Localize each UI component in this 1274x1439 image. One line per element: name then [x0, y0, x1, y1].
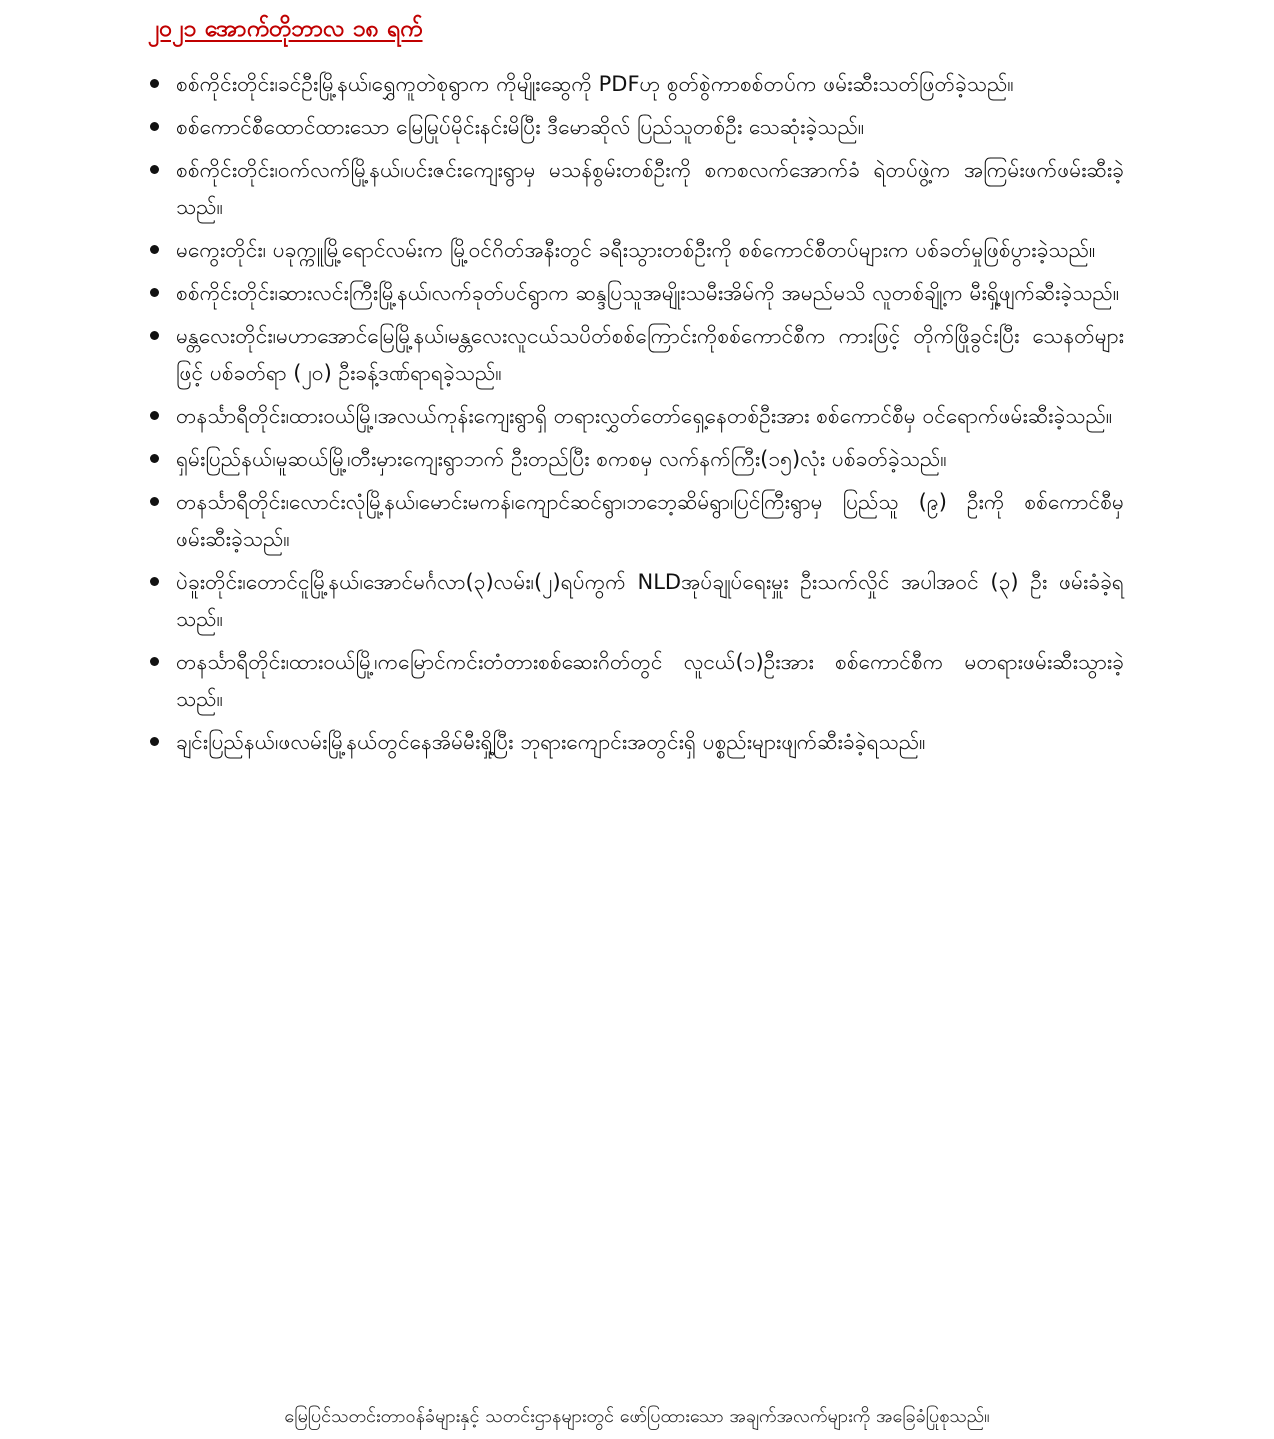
bullet-icon [150, 411, 159, 420]
bullet-icon [150, 497, 159, 506]
incident-list [148, 66, 1124, 767]
list-item [148, 644, 1124, 718]
bullet-icon [150, 577, 159, 586]
list-item-text: မန္တလေးတိုင်း၊မဟာအောင်မြေမြို့နယ်၊မန္တလေးလူငယ်သပိတ်စစ်ကြောင်းကိုစစ်ကောင်စီက ကားဖြင့် တိုက်ဖြိုခွင်းပြီး သေနတ်များဖြင့် ပစ်ခတ်ရာ (၂၀) ဦးခန့်ဒဏ်ရာရခဲ့သည်။ [176, 324, 1124, 385]
source-footer: မြေပြင်သတင်းတာဝန်ခံများနှင့် သတင်းဌာနများတွင် ဖော်ပြထားသော အချက်အလက်များကို အခြေခံပြုစုသည်။ [284, 1406, 990, 1427]
list-item [148, 398, 1124, 435]
list-item [148, 724, 1124, 761]
list-item [148, 109, 1124, 146]
list-item-text: တနင်္သာရီတိုင်း၊ထားဝယ်မြို့၊အလယ်ကုန်းကျေးရွာရှိ တရားလွှတ်တော်ရှေ့နေတစ်ဦးအား စစ်ကောင်စီမှ ဝင်ရောက်ဖမ်းဆီးခဲ့သည်။ [176, 404, 1113, 428]
list-item [148, 441, 1124, 478]
list-item [148, 564, 1124, 638]
bullet-icon [150, 122, 159, 131]
bullet-icon [150, 245, 159, 254]
list-item-text: မကွေးတိုင်း၊ ပခုက္ကူမြို့ရောင်လမ်းက မြို့ဝင်ဂိတ်အနီးတွင် ခရီးသွားတစ်ဦးကို စစ်ကောင်စီတပ်များက ပစ်ခတ်မှုဖြစ်ပွားခဲ့သည်။ [176, 238, 1096, 262]
list-item-text: ရှမ်းပြည်နယ်၊မူဆယ်မြို့၊တီးမှားကျေးရွာဘက် ဦးတည်ပြီး စကစမှ လက်နက်ကြီး(၁၅)လုံး ပစ်ခတ်ခဲ့သည်။ [176, 447, 947, 471]
list-item-text: တနင်္သာရီတိုင်း၊ထားဝယ်မြို့၊ကမြောင်ကင်းတံတားစစ်ဆေးဂိတ်တွင် လူငယ်(၁)ဦးအား စစ်ကောင်စီက မတရားဖမ်းဆီးသွားခဲ့သည်။ [176, 650, 1124, 711]
list-item [148, 232, 1124, 269]
bullet-icon [150, 737, 159, 746]
date-heading: ၂၀၂၁ အောက်တိုဘာလ ၁၈ ရက် [148, 16, 423, 42]
list-item-text: စစ်ကိုင်းတိုင်း၊ဝက်လက်မြို့နယ်၊ပင်းဇင်းကျေးရွာမှ မသန်စွမ်းတစ်ဦးကို စကစလက်အောက်ခံ ရဲတပ်ဖွဲ့က အကြမ်းဖက်ဖမ်းဆီးခဲ့သည်။ [176, 158, 1124, 219]
list-item [148, 275, 1124, 312]
list-item [148, 318, 1124, 392]
bullet-icon [150, 288, 159, 297]
list-item-text: စစ်ကိုင်းတိုင်း၊ဆားလင်းကြီးမြို့နယ်၊လက်ခုတ်ပင်ရွာက ဆန္ဒပြသူအမျိုးသမီးအိမ်ကို အမည်မသိ လူတစ်ချို့က မီးရှို့ဖျက်ဆီးခဲ့သည်။ [176, 281, 1120, 305]
list-item-text: စစ်ကိုင်းတိုင်း၊ခင်ဦးမြို့နယ်၊ရွှေကူတဲစုရွာက ကိုမျိုးဆွေကို PDFဟု စွတ်စွဲကာစစ်တပ်က ဖမ်းဆီးသတ်ဖြတ်ခဲ့သည်။ [176, 72, 1014, 96]
bullet-icon [150, 79, 159, 88]
bullet-icon [150, 454, 159, 463]
list-item [148, 484, 1124, 558]
list-item [148, 152, 1124, 226]
bullet-icon [150, 165, 159, 174]
list-item-text: တနင်္သာရီတိုင်း၊လောင်းလုံမြို့နယ်၊မောင်းမကန်၊ကျောင်ဆင်ရွာ၊ဘဘေ့ဆိမ်ရွာ၊ပြင်ကြီးရွာမှ ပြည်သူ (၉) ဦးကို စစ်ကောင်စီမှ ဖမ်းဆီးခဲ့သည်။ [176, 490, 1124, 551]
list-item-text: ချင်းပြည်နယ်၊ဖလမ်းမြို့နယ်တွင်နေအိမ်မီးရှို့ပြီး ဘုရားကျောင်းအတွင်းရှိ ပစ္စည်းများဖျက်ဆီးခံခဲ့ရသည်။ [176, 730, 926, 754]
list-item-text: ပဲခူးတိုင်း၊တောင်ငူမြို့နယ်၊အောင်မင်္ဂလာ(၃)လမ်း၊(၂)ရပ်ကွက် NLDအုပ်ချုပ်ရေးမှူး ဦးသက်လှိုင် အပါအဝင် (၃) ဦး ဖမ်းခံခဲ့ရသည်။ [176, 570, 1124, 631]
bullet-icon [150, 657, 159, 666]
bullet-icon [150, 331, 159, 340]
list-item-text: စစ်ကောင်စီထောင်ထားသော မြေမြုပ်မိုင်းနင်းမိပြီး ဒီမောဆိုလ် ပြည်သူတစ်ဦး သေဆုံးခဲ့သည်။ [176, 115, 865, 139]
list-item [148, 66, 1124, 103]
